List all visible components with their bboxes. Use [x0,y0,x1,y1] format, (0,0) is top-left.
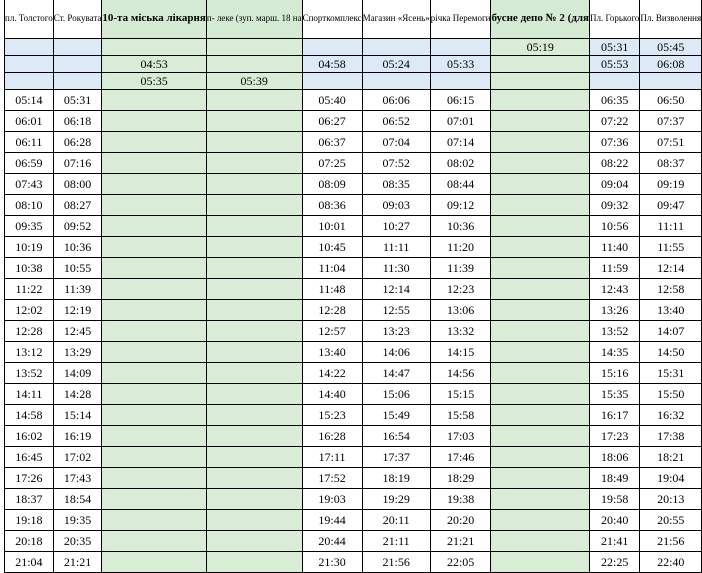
time-cell: 10:56 [590,216,640,237]
time-cell [362,73,430,90]
time-cell: 18:19 [362,468,430,489]
time-cell [491,468,590,489]
time-cell: 04:53 [102,56,206,73]
time-cell [102,426,206,447]
time-cell [206,216,302,237]
time-cell: 11:30 [362,258,430,279]
time-cell [491,174,590,195]
time-cell [491,363,590,384]
table-row [5,174,702,195]
time-cell: 09:12 [430,195,491,216]
time-cell: 13:40 [302,342,362,363]
bus-timetable [4,0,702,573]
time-cell: 19:18 [5,510,54,531]
time-cell: 09:32 [590,195,640,216]
time-cell [206,510,302,531]
time-cell [102,279,206,300]
time-cell: 06:06 [362,90,430,111]
time-cell: 13:52 [590,321,640,342]
time-cell [102,405,206,426]
time-cell: 19:38 [430,489,491,510]
time-cell: 10:36 [53,237,102,258]
time-cell: 11:11 [640,216,702,237]
time-cell [206,111,302,132]
time-cell [102,174,206,195]
time-cell: 06:35 [590,90,640,111]
table-row [5,447,702,468]
table-row [5,216,702,237]
time-cell: 10:27 [362,216,430,237]
time-cell [102,447,206,468]
time-cell [206,237,302,258]
time-cell [206,363,302,384]
time-cell [206,447,302,468]
time-cell: 08:00 [53,174,102,195]
header-stop-bus-depot-2: бусне депо № 2 (для [491,0,590,39]
time-cell: 18:29 [430,468,491,489]
table-row [5,510,702,531]
time-cell: 21:41 [590,531,640,552]
time-cell: 16:54 [362,426,430,447]
time-cell [206,300,302,321]
time-cell: 15:14 [53,405,102,426]
time-cell: 12:43 [590,279,640,300]
time-cell [491,258,590,279]
time-cell: 07:14 [430,132,491,153]
time-cell [491,216,590,237]
time-cell: 14:11 [5,384,54,405]
time-cell: 15:50 [640,384,702,405]
table-row [5,426,702,447]
time-cell [206,39,302,56]
time-cell: 14:09 [53,363,102,384]
time-cell: 10:38 [5,258,54,279]
time-cell: 10:19 [5,237,54,258]
time-cell: 06:27 [302,111,362,132]
time-cell: 09:35 [5,216,54,237]
table-row [5,405,702,426]
time-cell [102,237,206,258]
time-cell [430,39,491,56]
time-cell: 22:05 [430,552,491,573]
header-stop-tolstogo: пл. Толстого [5,0,54,39]
time-cell [491,405,590,426]
time-cell: 15:35 [590,384,640,405]
time-cell: 08:44 [430,174,491,195]
time-cell: 12:14 [362,279,430,300]
time-cell: 06:11 [5,132,54,153]
time-cell: 09:04 [590,174,640,195]
time-cell: 14:06 [362,342,430,363]
time-cell: 07:37 [640,111,702,132]
time-cell: 05:31 [53,90,102,111]
time-cell: 12:28 [302,300,362,321]
time-cell: 11:22 [5,279,54,300]
time-cell: 20:13 [640,489,702,510]
time-cell [102,258,206,279]
time-cell: 06:37 [302,132,362,153]
time-cell: 17:11 [302,447,362,468]
table-row [5,384,702,405]
table-row [5,468,702,489]
time-cell: 22:25 [590,552,640,573]
time-cell: 04:58 [302,56,362,73]
time-cell: 11:59 [590,258,640,279]
time-cell: 16:19 [53,426,102,447]
table-row [5,73,702,90]
time-cell: 18:54 [53,489,102,510]
table-row [5,279,702,300]
time-cell [102,216,206,237]
time-cell: 17:43 [53,468,102,489]
time-cell: 17:38 [640,426,702,447]
time-cell: 07:22 [590,111,640,132]
time-cell: 12:57 [302,321,362,342]
time-cell [206,258,302,279]
time-cell [206,342,302,363]
time-cell: 06:50 [640,90,702,111]
time-cell [206,552,302,573]
time-cell: 07:04 [362,132,430,153]
time-cell [491,132,590,153]
time-cell: 14:07 [640,321,702,342]
time-cell [491,73,590,90]
time-cell [491,279,590,300]
time-cell: 06:08 [640,56,702,73]
time-cell: 05:53 [590,56,640,73]
time-cell: 17:23 [590,426,640,447]
time-cell [302,73,362,90]
time-cell [102,90,206,111]
time-cell [102,132,206,153]
time-cell: 08:02 [430,153,491,174]
time-cell: 06:01 [5,111,54,132]
time-cell: 11:39 [430,258,491,279]
time-cell [5,73,54,90]
time-cell: 19:03 [302,489,362,510]
time-cell: 06:18 [53,111,102,132]
time-cell: 10:01 [302,216,362,237]
table-row [5,132,702,153]
time-cell [640,73,702,90]
time-cell: 11:20 [430,237,491,258]
time-cell: 11:48 [302,279,362,300]
time-cell: 19:04 [640,468,702,489]
time-cell: 10:55 [53,258,102,279]
time-cell: 14:56 [430,363,491,384]
time-cell: 08:22 [590,153,640,174]
time-cell: 15:58 [430,405,491,426]
time-cell: 20:35 [53,531,102,552]
table-row [5,153,702,174]
time-cell [206,153,302,174]
time-cell: 08:36 [302,195,362,216]
time-cell: 10:45 [302,237,362,258]
time-cell: 18:06 [590,447,640,468]
table-row [5,39,702,56]
time-cell [102,531,206,552]
time-cell: 15:49 [362,405,430,426]
time-cell: 11:40 [590,237,640,258]
time-cell: 07:43 [5,174,54,195]
time-cell [491,300,590,321]
time-cell: 14:47 [362,363,430,384]
header-stop-gorkogo: Пл. Горького [590,0,640,39]
time-cell: 14:50 [640,342,702,363]
time-cell [102,489,206,510]
time-cell [491,321,590,342]
time-cell: 15:15 [430,384,491,405]
time-cell [102,384,206,405]
time-cell [491,531,590,552]
time-cell [206,531,302,552]
header-stop-yasen-shop: Магазин «Ясень» [362,0,430,39]
time-cell [491,489,590,510]
header-row [5,0,702,39]
time-cell [102,342,206,363]
header-stop-hospital-10: 10-та міська лікарня [102,0,206,39]
time-cell: 08:35 [362,174,430,195]
time-cell: 16:28 [302,426,362,447]
time-cell: 20:20 [430,510,491,531]
header-stop-rokuvata: Ст. Рокувата [53,0,102,39]
time-cell: 12:19 [53,300,102,321]
time-cell [491,552,590,573]
time-cell [491,447,590,468]
time-cell [102,111,206,132]
time-cell: 17:46 [430,447,491,468]
time-cell: 05:35 [102,73,206,90]
time-cell: 19:58 [590,489,640,510]
table-row [5,531,702,552]
time-cell [102,363,206,384]
time-cell: 08:10 [5,195,54,216]
time-cell: 16:45 [5,447,54,468]
time-cell: 20:44 [302,531,362,552]
time-cell [362,39,430,56]
time-cell: 05:45 [640,39,702,56]
time-cell: 09:03 [362,195,430,216]
header-stop-vyzvolennia: Пл. Визволення [640,0,702,39]
time-cell: 19:29 [362,489,430,510]
time-cell: 15:06 [362,384,430,405]
time-cell [491,56,590,73]
time-cell: 22:40 [640,552,702,573]
time-cell: 20:18 [5,531,54,552]
table-row [5,300,702,321]
time-cell [206,279,302,300]
table-row [5,258,702,279]
time-cell: 07:52 [362,153,430,174]
time-cell [491,195,590,216]
time-cell: 16:02 [5,426,54,447]
time-cell: 09:52 [53,216,102,237]
time-cell: 12:58 [640,279,702,300]
time-cell: 07:25 [302,153,362,174]
table-row [5,321,702,342]
time-cell: 12:45 [53,321,102,342]
time-cell: 14:22 [302,363,362,384]
time-cell [302,39,362,56]
header-stop-sports-complex: Спорткомплекс [302,0,362,39]
time-cell: 06:59 [5,153,54,174]
time-cell [53,39,102,56]
time-cell: 19:35 [53,510,102,531]
time-cell [206,384,302,405]
time-cell [491,426,590,447]
time-cell [491,153,590,174]
time-cell [102,321,206,342]
time-cell: 13:26 [590,300,640,321]
time-cell: 12:02 [5,300,54,321]
time-cell: 21:11 [362,531,430,552]
time-cell: 06:15 [430,90,491,111]
time-cell: 13:06 [430,300,491,321]
time-cell: 11:39 [53,279,102,300]
time-cell: 06:28 [53,132,102,153]
time-cell [206,321,302,342]
time-cell: 21:30 [302,552,362,573]
time-cell [206,90,302,111]
table-row [5,489,702,510]
time-cell [491,510,590,531]
time-cell: 05:19 [491,39,590,56]
time-cell [102,195,206,216]
time-cell: 14:40 [302,384,362,405]
time-cell: 18:37 [5,489,54,510]
time-cell: 08:37 [640,153,702,174]
time-cell: 11:55 [640,237,702,258]
time-cell: 13:32 [430,321,491,342]
time-cell: 12:28 [5,321,54,342]
time-cell: 21:56 [640,531,702,552]
table-row [5,56,702,73]
time-cell [102,510,206,531]
time-cell: 05:24 [362,56,430,73]
time-cell [491,384,590,405]
time-cell [102,552,206,573]
time-cell: 20:40 [590,510,640,531]
time-cell: 08:27 [53,195,102,216]
time-cell: 13:52 [5,363,54,384]
time-cell: 21:21 [430,531,491,552]
time-cell: 07:16 [53,153,102,174]
table-row [5,90,702,111]
time-cell: 15:31 [640,363,702,384]
header-stop-peremohy-river: річка Перемоги [430,0,491,39]
time-cell: 13:40 [640,300,702,321]
time-cell: 12:55 [362,300,430,321]
time-cell: 05:33 [430,56,491,73]
time-cell: 16:17 [590,405,640,426]
time-cell: 18:21 [640,447,702,468]
time-cell: 17:52 [302,468,362,489]
time-cell: 15:16 [590,363,640,384]
time-cell: 05:31 [590,39,640,56]
time-cell: 16:32 [640,405,702,426]
time-cell: 19:44 [302,510,362,531]
time-cell: 12:14 [640,258,702,279]
time-cell: 17:37 [362,447,430,468]
time-cell [491,111,590,132]
time-cell: 07:01 [430,111,491,132]
time-cell [430,73,491,90]
time-cell: 21:21 [53,552,102,573]
time-cell: 14:15 [430,342,491,363]
time-cell: 06:52 [362,111,430,132]
time-cell: 07:51 [640,132,702,153]
time-cell [206,426,302,447]
time-cell: 14:28 [53,384,102,405]
time-cell: 12:23 [430,279,491,300]
time-cell: 21:56 [362,552,430,573]
time-cell [102,300,206,321]
time-cell: 13:29 [53,342,102,363]
time-cell: 20:55 [640,510,702,531]
time-cell [53,73,102,90]
time-cell: 09:47 [640,195,702,216]
time-cell [206,468,302,489]
time-cell: 05:14 [5,90,54,111]
time-cell: 07:36 [590,132,640,153]
time-cell: 14:35 [590,342,640,363]
time-cell [206,132,302,153]
table-row [5,237,702,258]
time-cell [102,39,206,56]
time-cell [590,73,640,90]
time-cell: 09:19 [640,174,702,195]
time-cell [102,468,206,489]
time-cell [53,56,102,73]
time-cell [206,56,302,73]
time-cell: 05:39 [206,73,302,90]
header-stop-complex: п- леке (зуп. марш. 18 на [206,0,302,39]
time-cell: 11:11 [362,237,430,258]
time-cell: 10:36 [430,216,491,237]
time-cell: 13:12 [5,342,54,363]
time-cell [206,489,302,510]
time-cell: 15:23 [302,405,362,426]
time-cell [5,56,54,73]
time-cell: 13:23 [362,321,430,342]
table-row [5,195,702,216]
table-row [5,111,702,132]
time-cell: 17:02 [53,447,102,468]
time-cell [5,39,54,56]
time-cell [102,153,206,174]
time-cell: 17:03 [430,426,491,447]
time-cell [491,237,590,258]
table-row [5,342,702,363]
table-row [5,363,702,384]
time-cell: 21:04 [5,552,54,573]
time-cell [491,342,590,363]
time-cell [206,174,302,195]
time-cell: 17:26 [5,468,54,489]
time-cell: 18:49 [590,468,640,489]
time-cell: 08:09 [302,174,362,195]
table-row [5,552,702,573]
time-cell [491,90,590,111]
time-cell: 05:40 [302,90,362,111]
time-cell: 20:11 [362,510,430,531]
time-cell: 11:04 [302,258,362,279]
time-cell [206,405,302,426]
time-cell: 14:58 [5,405,54,426]
time-cell [206,195,302,216]
